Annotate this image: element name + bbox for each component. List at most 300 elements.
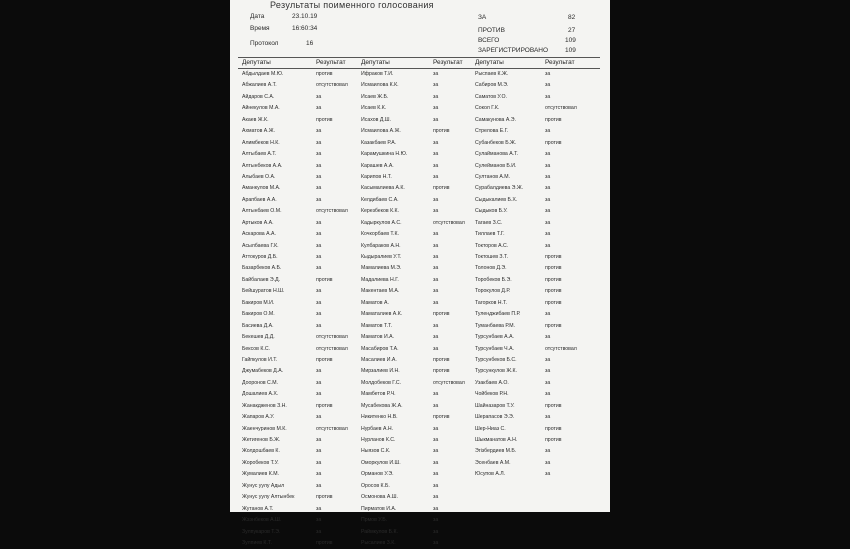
deputy-row <box>242 138 354 149</box>
deputy-name: Исахов Д.Ш. <box>361 116 391 123</box>
vote-result: за <box>433 139 439 146</box>
page-title: Результаты поименного голосования <box>270 0 434 10</box>
vote-result: за <box>316 265 322 272</box>
deputy-row <box>361 241 471 252</box>
deputy-name: Базарбеков А.Б. <box>242 265 282 272</box>
col1-header-deputies: Депутаты <box>242 59 271 66</box>
vote-result: за <box>433 196 439 203</box>
vote-result: за <box>433 208 439 215</box>
deputy-name: Карашев А.А. <box>361 162 394 169</box>
deputy-row <box>361 355 471 366</box>
deputy-row <box>242 195 354 206</box>
deputy-name: Исаев К.К. <box>361 105 387 112</box>
deputy-name: Мирзалиев И.Н. <box>361 368 400 375</box>
deputy-name: Сыдыкалиев Б.Х. <box>475 196 518 203</box>
col2-header-deputies: Депутаты <box>361 59 390 66</box>
vote-result: против <box>545 276 562 283</box>
vote-result: за <box>316 322 322 329</box>
protiv-label: ПРОТИВ <box>478 27 505 34</box>
col2-header-result: Результат <box>433 59 463 66</box>
deputy-name: Джумабеков Д.А. <box>242 368 284 375</box>
deputy-row <box>242 515 354 526</box>
deputy-row <box>361 183 471 194</box>
deputy-name: Исмаилова К.К. <box>361 82 399 89</box>
vote-result: за <box>433 231 439 238</box>
vote-result: за <box>316 288 322 295</box>
vote-result: против <box>316 71 333 77</box>
deputy-row <box>475 229 595 240</box>
deputy-row <box>475 183 595 194</box>
vsego-label: ВСЕГО <box>478 37 500 44</box>
date-label: Дата <box>250 13 265 20</box>
vote-result: за <box>545 459 551 466</box>
vote-result: за <box>545 93 551 100</box>
deputy-row <box>242 309 354 320</box>
deputy-name: Сулейманов Б.И. <box>475 162 517 169</box>
vote-result: за <box>316 311 322 318</box>
deputy-name: Дошалиев А.Х. <box>242 391 279 398</box>
deputy-name: Алтыбаев А.Т. <box>242 151 277 158</box>
vote-result: отсутствовал <box>433 379 465 386</box>
deputy-name: Бексов К.С. <box>242 345 271 352</box>
date-value: 23.10.19 <box>292 13 318 20</box>
vote-result: против <box>433 368 450 375</box>
deputy-row <box>475 161 595 172</box>
deputy-name: Султанов А.М. <box>475 173 511 180</box>
vote-result: за <box>545 196 551 203</box>
deputies-column-3 <box>475 69 595 481</box>
vote-result: против <box>545 425 562 432</box>
vote-result: за <box>545 414 551 421</box>
deputy-name: Тагорков Н.Т. <box>475 299 507 306</box>
deputy-row <box>475 92 595 103</box>
vote-result: за <box>433 437 439 443</box>
deputy-name: Ифраков Т.И. <box>361 71 394 77</box>
vote-result: против <box>433 128 450 135</box>
vote-result: за <box>545 356 551 363</box>
deputy-name: Нурбаев А.Н. <box>361 425 394 432</box>
deputy-name: Алимбеков Н.К. <box>242 139 280 146</box>
vote-result: против <box>316 494 333 501</box>
za-label: ЗА <box>478 14 487 21</box>
vote-result: за <box>433 448 439 455</box>
vote-result: за <box>316 299 322 306</box>
deputy-name: Пирматов И.А. <box>361 505 397 512</box>
vote-result: за <box>545 311 551 318</box>
vote-result: за <box>433 151 439 158</box>
registered-value: 109 <box>565 47 576 54</box>
deputy-row <box>475 218 595 229</box>
deputy-row <box>475 389 595 400</box>
vote-result: за <box>316 368 322 375</box>
deputy-name: Аттокуров Д.Б. <box>242 254 278 260</box>
deputy-name: Никитенко Н.В. <box>361 414 398 421</box>
deputy-row <box>242 389 354 400</box>
col3-header-result: Результат <box>545 59 575 66</box>
deputy-name: Гайпкулов И.Т. <box>242 356 278 363</box>
vote-result: за <box>316 471 322 478</box>
deputy-name: Акаев Ж.К. <box>242 116 269 123</box>
deputy-row <box>475 103 595 114</box>
deputy-row <box>475 206 595 217</box>
vote-result: за <box>316 128 322 135</box>
deputy-name: Касымалиева А.К. <box>361 185 405 192</box>
vote-result: за <box>545 128 551 135</box>
vote-result: за <box>433 116 439 123</box>
vote-result: за <box>433 505 439 512</box>
deputy-name: Бакиров О.М. <box>242 311 275 318</box>
deputy-name: Кочкорбаев Т.К. <box>361 231 399 238</box>
deputy-row <box>475 378 595 389</box>
vote-result: за <box>316 196 322 203</box>
deputy-row <box>361 366 471 377</box>
deputy-row <box>475 263 595 274</box>
deputy-row <box>361 435 471 446</box>
vote-result: за <box>316 162 322 169</box>
vote-result: за <box>433 528 439 535</box>
deputy-row <box>361 481 471 492</box>
deputy-name: Сабиров М.Э. <box>475 82 509 89</box>
deputy-row <box>242 103 354 114</box>
vote-result: за <box>433 494 439 501</box>
deputy-row <box>242 183 354 194</box>
vote-result: против <box>433 311 450 318</box>
deputy-row <box>242 332 354 343</box>
vote-result: против <box>433 356 450 363</box>
deputy-row <box>242 344 354 355</box>
vote-result: за <box>545 71 551 77</box>
vote-result: за <box>316 254 322 260</box>
vote-result: за <box>545 208 551 215</box>
deputy-row <box>242 355 354 366</box>
vote-result: против <box>316 356 333 363</box>
deputy-name: Оросов К.Б. <box>361 482 390 489</box>
deputy-row <box>475 69 595 80</box>
deputy-name: Юсупов А.Л. <box>475 471 506 478</box>
vote-result: за <box>316 185 322 192</box>
vote-result: за <box>316 139 322 146</box>
time-value: 16:60:34 <box>292 25 318 32</box>
deputy-row <box>242 149 354 160</box>
vote-result: за <box>316 151 322 158</box>
deputy-row <box>361 458 471 469</box>
deputy-name: Бакиров М.И. <box>242 299 275 306</box>
deputy-name: Туманбаева Р.М. <box>475 322 516 329</box>
deputy-row <box>361 252 471 263</box>
deputy-row <box>242 504 354 515</box>
deputy-name: Жетигенов Б.Ж. <box>242 437 281 443</box>
deputy-row <box>242 275 354 286</box>
deputy-name: Артыков А.А. <box>242 219 274 226</box>
vote-result: за <box>433 93 439 100</box>
vote-result: за <box>545 173 551 180</box>
vote-result: за <box>316 437 322 443</box>
deputy-row <box>361 92 471 103</box>
vote-result: за <box>433 391 439 398</box>
vote-result: отсутствовал <box>316 82 348 89</box>
deputy-name: Кадыркулов А.С. <box>361 219 402 226</box>
deputy-row <box>475 126 595 137</box>
deputy-row <box>475 401 595 412</box>
deputy-row <box>242 263 354 274</box>
vote-result: против <box>316 402 333 409</box>
deputy-name: Абжалиев А.Т. <box>242 82 277 89</box>
deputy-row <box>361 275 471 286</box>
deputy-row <box>475 195 595 206</box>
deputy-name: Тагаев З.С. <box>475 219 503 226</box>
deputy-name: Рысалиев З.К. <box>361 539 396 546</box>
deputy-row <box>475 138 595 149</box>
deputy-name: Молдобеков Г.С. <box>361 379 402 386</box>
deputy-name: Толонов Д.Э. <box>475 265 507 272</box>
vote-result: отсутствовал <box>545 105 577 112</box>
deputy-name: Стрелова Е.Г. <box>475 128 509 135</box>
vsego-value: 109 <box>565 37 576 44</box>
deputy-name: Осмонова А.Ш. <box>361 494 398 501</box>
vote-result: за <box>545 471 551 478</box>
vote-result: за <box>316 242 322 249</box>
deputy-row <box>361 286 471 297</box>
deputy-row <box>361 149 471 160</box>
vote-result: за <box>316 459 322 466</box>
protocol-value: 16 <box>306 40 314 47</box>
vote-result: за <box>316 379 322 386</box>
deputy-name: Исмаилова А.Ж. <box>361 128 401 135</box>
vote-result: отсутствовал <box>433 219 465 226</box>
deputy-row <box>242 412 354 423</box>
deputy-row <box>242 401 354 412</box>
deputy-row <box>242 366 354 377</box>
deputy-row <box>242 92 354 103</box>
deputy-name: Прмов У.Б. <box>361 517 388 524</box>
vote-result: за <box>545 368 551 375</box>
deputy-row <box>242 492 354 503</box>
deputy-name: Сыдыков Б.У. <box>475 208 508 215</box>
vote-result: за <box>316 105 322 112</box>
deputy-name: Байбалаев Э.Д. <box>242 276 281 283</box>
deputy-row <box>475 332 595 343</box>
deputy-row <box>361 446 471 457</box>
deputy-name: Жунус уулу Алтынбек <box>242 494 295 501</box>
deputy-row <box>242 172 354 183</box>
deputy-name: Жунус уулу Адыл <box>242 482 285 489</box>
deputy-name: Жээнбеков А.Ш. <box>242 517 282 524</box>
deputy-name: Сурабалдиева Э.Ж. <box>475 185 524 192</box>
deputy-row <box>361 378 471 389</box>
deputy-name: Сокол Г.К. <box>475 105 500 112</box>
deputy-name: Маматов Т.Т. <box>361 322 393 329</box>
deputy-name: Маматалиев А.К. <box>361 311 403 318</box>
vote-result: за <box>433 345 439 352</box>
deputy-name: Маматов А. <box>361 299 389 306</box>
deputy-name: Керезбеков К.К. <box>361 208 400 215</box>
col3-header-deputies: Депутаты <box>475 59 504 66</box>
deputy-name: Ныязов С.К. <box>361 448 391 455</box>
deputy-row <box>361 229 471 240</box>
deputy-name: Раймкулов Б.К. <box>361 528 398 535</box>
deputy-name: Ахматов А.Ж. <box>242 128 275 135</box>
time-label: Время <box>250 25 270 32</box>
deputy-name: Турсунбаев Ч.А. <box>475 345 514 352</box>
deputy-name: Зулпукаров Т.Э. <box>242 528 281 535</box>
vote-result: против <box>433 185 450 192</box>
deputy-row <box>242 527 354 538</box>
deputy-row <box>361 492 471 503</box>
deputy-name: Аманкулов М.А. <box>242 185 281 192</box>
deputy-row <box>242 80 354 91</box>
vote-result: за <box>433 459 439 466</box>
col1-header-result: Результат <box>316 59 346 66</box>
deputy-name: Алыбаев О.А. <box>242 173 276 180</box>
vote-result: за <box>545 379 551 386</box>
deputy-name: Абдылдаев М.Ю. <box>242 71 284 77</box>
deputy-row <box>361 80 471 91</box>
vote-result: против <box>433 414 450 421</box>
deputy-row <box>242 241 354 252</box>
deputy-row <box>361 504 471 515</box>
deputy-name: Келдибаев С.А. <box>361 196 399 203</box>
deputy-name: Субанбеков Б.Ж. <box>475 139 517 146</box>
vote-result: за <box>316 482 322 489</box>
deputy-name: Саматов У.О. <box>475 93 507 100</box>
deputy-row <box>242 481 354 492</box>
deputy-name: Самакунова А.Э. <box>475 116 516 123</box>
vote-result: за <box>433 299 439 306</box>
deputy-name: Казакбаев Р.А. <box>361 139 397 146</box>
deputy-name: Токторов А.С. <box>475 242 509 249</box>
deputy-row <box>242 161 354 172</box>
deputy-row <box>475 446 595 457</box>
deputy-row <box>361 69 471 80</box>
deputy-name: Кулбараков А.Н. <box>361 242 401 249</box>
deputy-name: Айнекулов М.А. <box>242 105 280 112</box>
vote-result: отсутствовал <box>316 334 348 341</box>
vote-result: за <box>433 265 439 272</box>
deputy-row <box>361 309 471 320</box>
vote-result: отсутствовал <box>316 208 348 215</box>
vote-result: против <box>545 139 562 146</box>
deputy-name: Узакбаев А.О. <box>475 379 509 386</box>
vote-result: за <box>433 242 439 249</box>
deputy-row <box>475 115 595 126</box>
vote-result: за <box>316 231 322 238</box>
deputy-name: Жоробеков Т.У. <box>242 459 279 466</box>
deputy-row <box>475 309 595 320</box>
deputy-name: Турсунбеков Б.С. <box>475 356 517 363</box>
deputy-name: Жутанов А.Т. <box>242 505 274 512</box>
za-value: 82 <box>568 14 576 21</box>
vote-result: за <box>545 162 551 169</box>
vote-result: за <box>433 276 439 283</box>
vote-result: за <box>433 71 439 77</box>
deputy-name: Шер-Ниаз С. <box>475 425 506 432</box>
vote-result: за <box>316 391 322 398</box>
deputy-row <box>475 366 595 377</box>
deputy-name: Шайназаров Т.У. <box>475 402 515 409</box>
deputy-row <box>242 378 354 389</box>
deputies-column-2 <box>361 69 471 549</box>
deputy-row <box>361 298 471 309</box>
deputy-name: Турсункулов Ж.К. <box>475 368 518 375</box>
deputy-row <box>242 321 354 332</box>
deputy-row <box>242 446 354 457</box>
vote-result: за <box>433 517 439 524</box>
header-top-rule <box>238 57 600 58</box>
deputy-row <box>361 469 471 480</box>
deputy-name: Мадалиева Н.Г. <box>361 276 399 283</box>
deputy-name: Оморкулов И.Ш. <box>361 459 401 466</box>
vote-result: против <box>545 322 562 329</box>
deputy-name: Мусабекова Ж.А. <box>361 402 403 409</box>
vote-result: за <box>316 505 322 512</box>
deputy-row <box>242 538 354 549</box>
deputy-row <box>361 206 471 217</box>
deputy-row <box>361 321 471 332</box>
vote-result: против <box>545 254 562 260</box>
deputy-name: Торокулов Д.Р. <box>475 288 511 295</box>
deputy-row <box>361 126 471 137</box>
vote-result: за <box>433 402 439 409</box>
deputy-name: Масабиров Т.А. <box>361 345 399 352</box>
deputy-name: Басиева Д.А. <box>242 322 274 329</box>
vote-result: за <box>433 105 439 112</box>
vote-result: за <box>316 219 322 226</box>
deputy-row <box>361 195 471 206</box>
deputy-name: Асылбаева Г.К. <box>242 242 279 249</box>
deputy-name: Торобеков Б.Э. <box>475 276 512 283</box>
deputy-row <box>242 469 354 480</box>
deputy-row <box>242 298 354 309</box>
deputy-name: Тиллаев Т.Г. <box>475 231 505 238</box>
deputy-row <box>242 229 354 240</box>
deputy-name: Бекешев Д.Д. <box>242 334 275 341</box>
deputy-name: Мамалиева М.Э. <box>361 265 402 272</box>
deputy-name: Арапбаев А.А. <box>242 196 277 203</box>
vote-result: за <box>316 414 322 421</box>
deputy-row <box>242 252 354 263</box>
vote-result: за <box>433 334 439 341</box>
vote-result: за <box>316 448 322 455</box>
deputy-name: Мамбетов Р.Ч. <box>361 391 396 398</box>
deputy-row <box>361 344 471 355</box>
deputy-row <box>475 298 595 309</box>
deputy-row <box>475 344 595 355</box>
vote-result: отсутствовал <box>316 425 348 432</box>
protiv-value: 27 <box>568 27 576 34</box>
deputy-name: Жумалиев К.М. <box>242 471 279 478</box>
vote-result: за <box>316 528 322 535</box>
deputy-name: Токтошев З.Т. <box>475 254 509 260</box>
deputy-row <box>361 412 471 423</box>
deputy-row <box>361 103 471 114</box>
vote-result: против <box>316 276 333 283</box>
deputy-name: Шыкманатов А.Н. <box>475 437 518 443</box>
vote-result: отсутствовал <box>316 345 348 352</box>
vote-result: против <box>545 265 562 272</box>
vote-result: за <box>316 93 322 100</box>
deputy-row <box>361 172 471 183</box>
deputy-name: Сулайманова А.Т. <box>475 151 519 158</box>
deputy-name: Аскарова А.А. <box>242 231 276 238</box>
deputy-row <box>361 401 471 412</box>
deputy-name: Жолдошбаев К. <box>242 448 280 455</box>
deputy-row <box>361 332 471 343</box>
deputy-name: Турсунбаев А.А. <box>475 334 514 341</box>
deputy-name: Рыспаев К.Ж. <box>475 71 509 77</box>
deputy-name: Шерапасов Э.Э. <box>475 414 515 421</box>
deputy-row <box>361 263 471 274</box>
deputy-name: Айдаров С.А. <box>242 93 275 100</box>
